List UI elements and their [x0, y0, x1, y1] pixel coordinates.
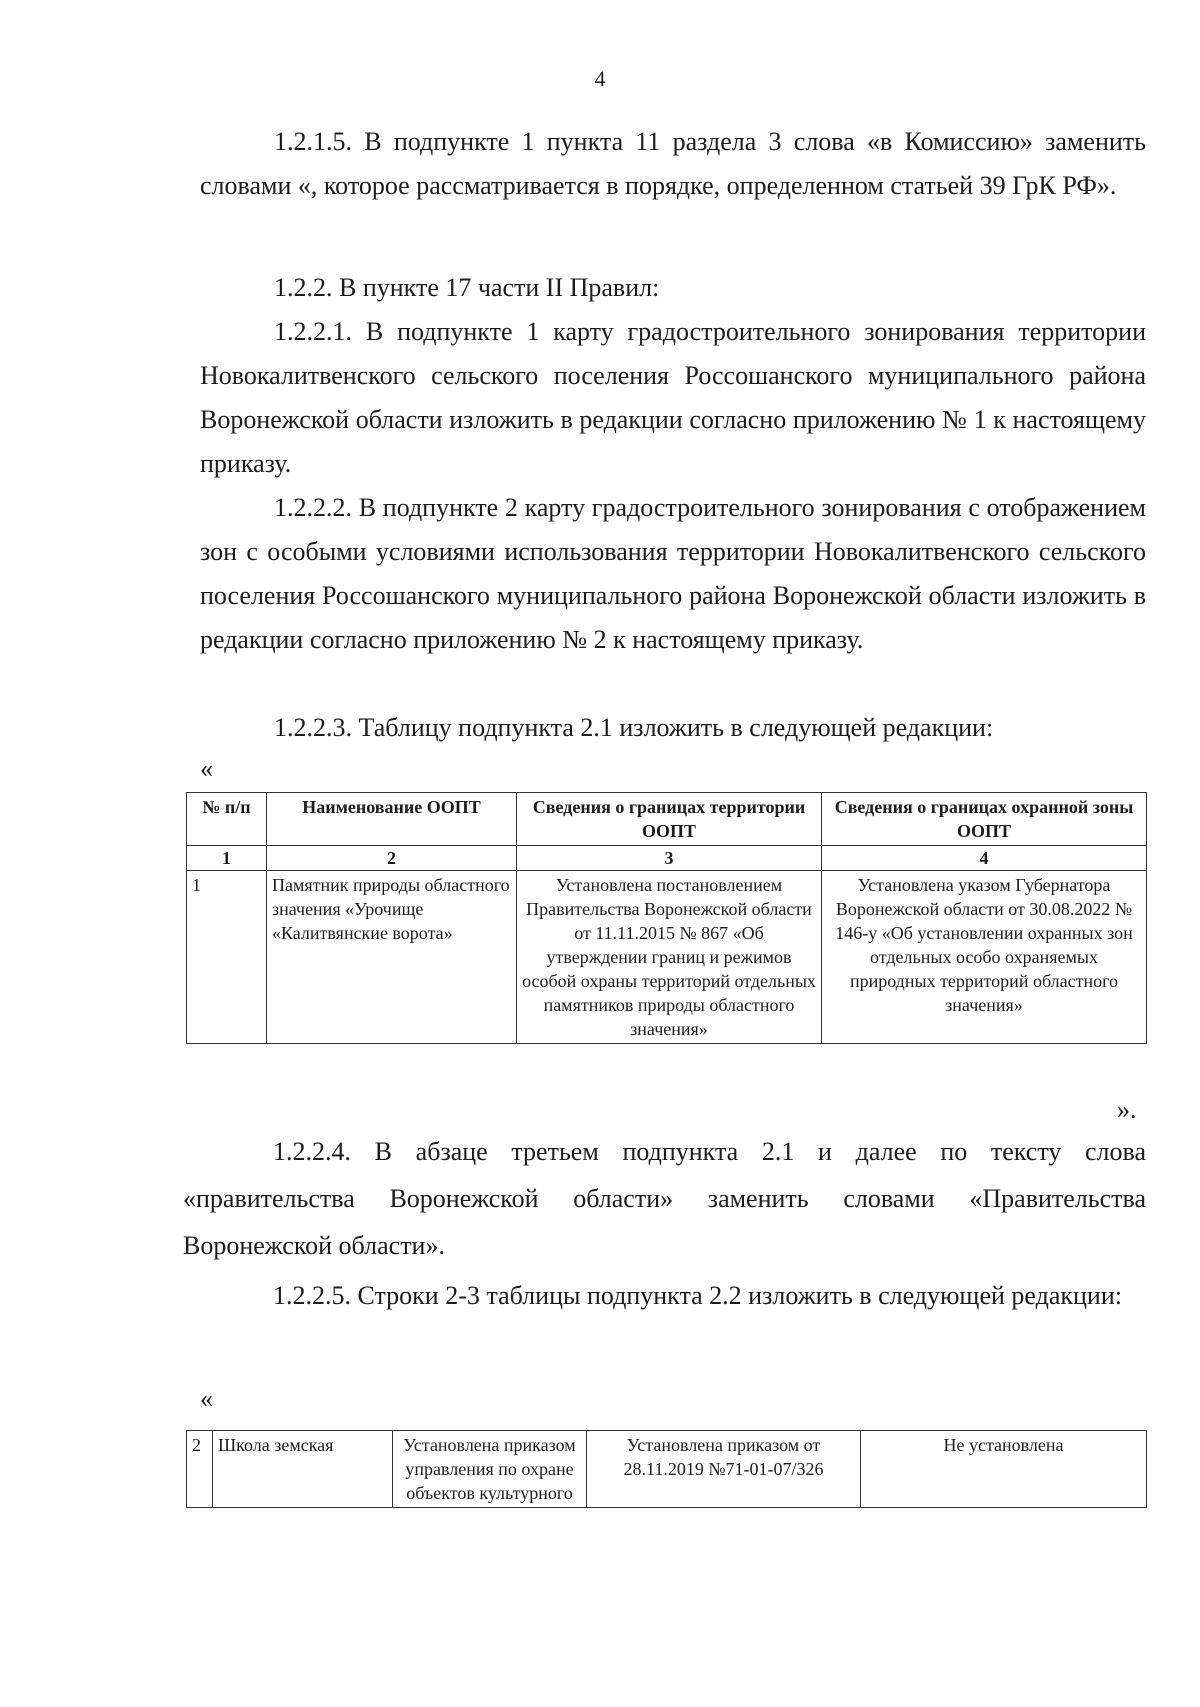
cell-number: 1: [187, 871, 267, 1044]
table-header-row: [187, 793, 1147, 846]
table-row: [187, 871, 1147, 1044]
paragraph-1-2-1-5: 1.2.1.5. В подпункте 1 пункта 11 раздела 3 слова «в Комиссию» заменить словами «, которое рассматривается в порядке, определенном статьей 39 ГрК РФ».: [200, 127, 1146, 200]
column-numbers-row: [187, 846, 1147, 871]
header-number: № п/п: [187, 793, 267, 846]
closing-quote: ».: [1117, 1095, 1137, 1124]
column-number: 1: [187, 846, 267, 871]
page-number: 4: [594, 66, 606, 91]
school-table: [186, 1430, 1147, 1508]
paragraph-1-2-2-2: 1.2.2.2. В подпункте 2 карту градостроительного зонирования с отображением зон с особыми условиями использования территории Новокалитвенского сельского поселения Россошанского муниципального района Воронежской области изложить в редакции согласно приложению № 2 к настоящему приказу.: [200, 493, 1146, 654]
opening-quote: «: [200, 754, 213, 783]
paragraph-1-2-2-5: 1.2.2.5. Строки 2-3 таблицы подпункта 2.2 изложить в следующей редакции:: [273, 1281, 1122, 1310]
table-row: [187, 1431, 1147, 1508]
opening-quote: «: [200, 1384, 213, 1413]
cell-status: Не установлена: [861, 1431, 1147, 1508]
column-number: 4: [822, 846, 1147, 871]
oopt-table: [186, 792, 1147, 1044]
paragraph-1-2-2-3: 1.2.2.3. Таблицу подпункта 2.1 изложить в следующей редакции:: [274, 713, 994, 742]
header-territory-bounds: Сведения о границах территории ООПТ: [517, 793, 822, 846]
cell-protection-zone-bounds: Установлена указом Губернатора Воронежской области от 30.08.2022 № 146-у «Об установлении охранных зон отдельных особо охраняемых природных территорий областного значения»: [822, 871, 1147, 1044]
column-number: 3: [517, 846, 822, 871]
header-protection-zone-bounds: Сведения о границах охранной зоны ООПТ: [822, 793, 1147, 846]
cell-territory-bounds: Установлена постановлением Правительства Воронежской области от 11.11.2015 № 867 «Об утверждении границ и режимов особой охраны территорий отдельных памятников природы областного значения»: [517, 871, 822, 1044]
cell-object-name: Школа земская: [213, 1431, 393, 1508]
paragraph-1-2-2-4: 1.2.2.4. В абзаце третьем подпункта 2.1 и далее по тексту слова «правительства Воронежской области» заменить словами «Правительства Воронежской области».: [183, 1137, 1146, 1260]
cell-order: Установлена приказом от 28.11.2019 №71-01-07/326: [587, 1431, 861, 1508]
column-number: 2: [267, 846, 517, 871]
cell-name: Памятник природы областного значения «Урочище «Калитвянские ворота»: [267, 871, 517, 1044]
header-name: Наименование ООПТ: [267, 793, 517, 846]
paragraph-1-2-2: 1.2.2. В пункте 17 части II Правил:: [274, 273, 660, 302]
cell-established-by: Установлена приказом управления по охране объектов культурного: [393, 1431, 587, 1508]
cell-number: 2: [187, 1431, 213, 1508]
paragraph-1-2-2-1: 1.2.2.1. В подпункте 1 карту градостроительного зонирования территории Новокалитвенского сельского поселения Россошанского муниципального района Воронежской области изложить в редакции согласно приложению № 1 к настоящему приказу.: [200, 317, 1146, 478]
